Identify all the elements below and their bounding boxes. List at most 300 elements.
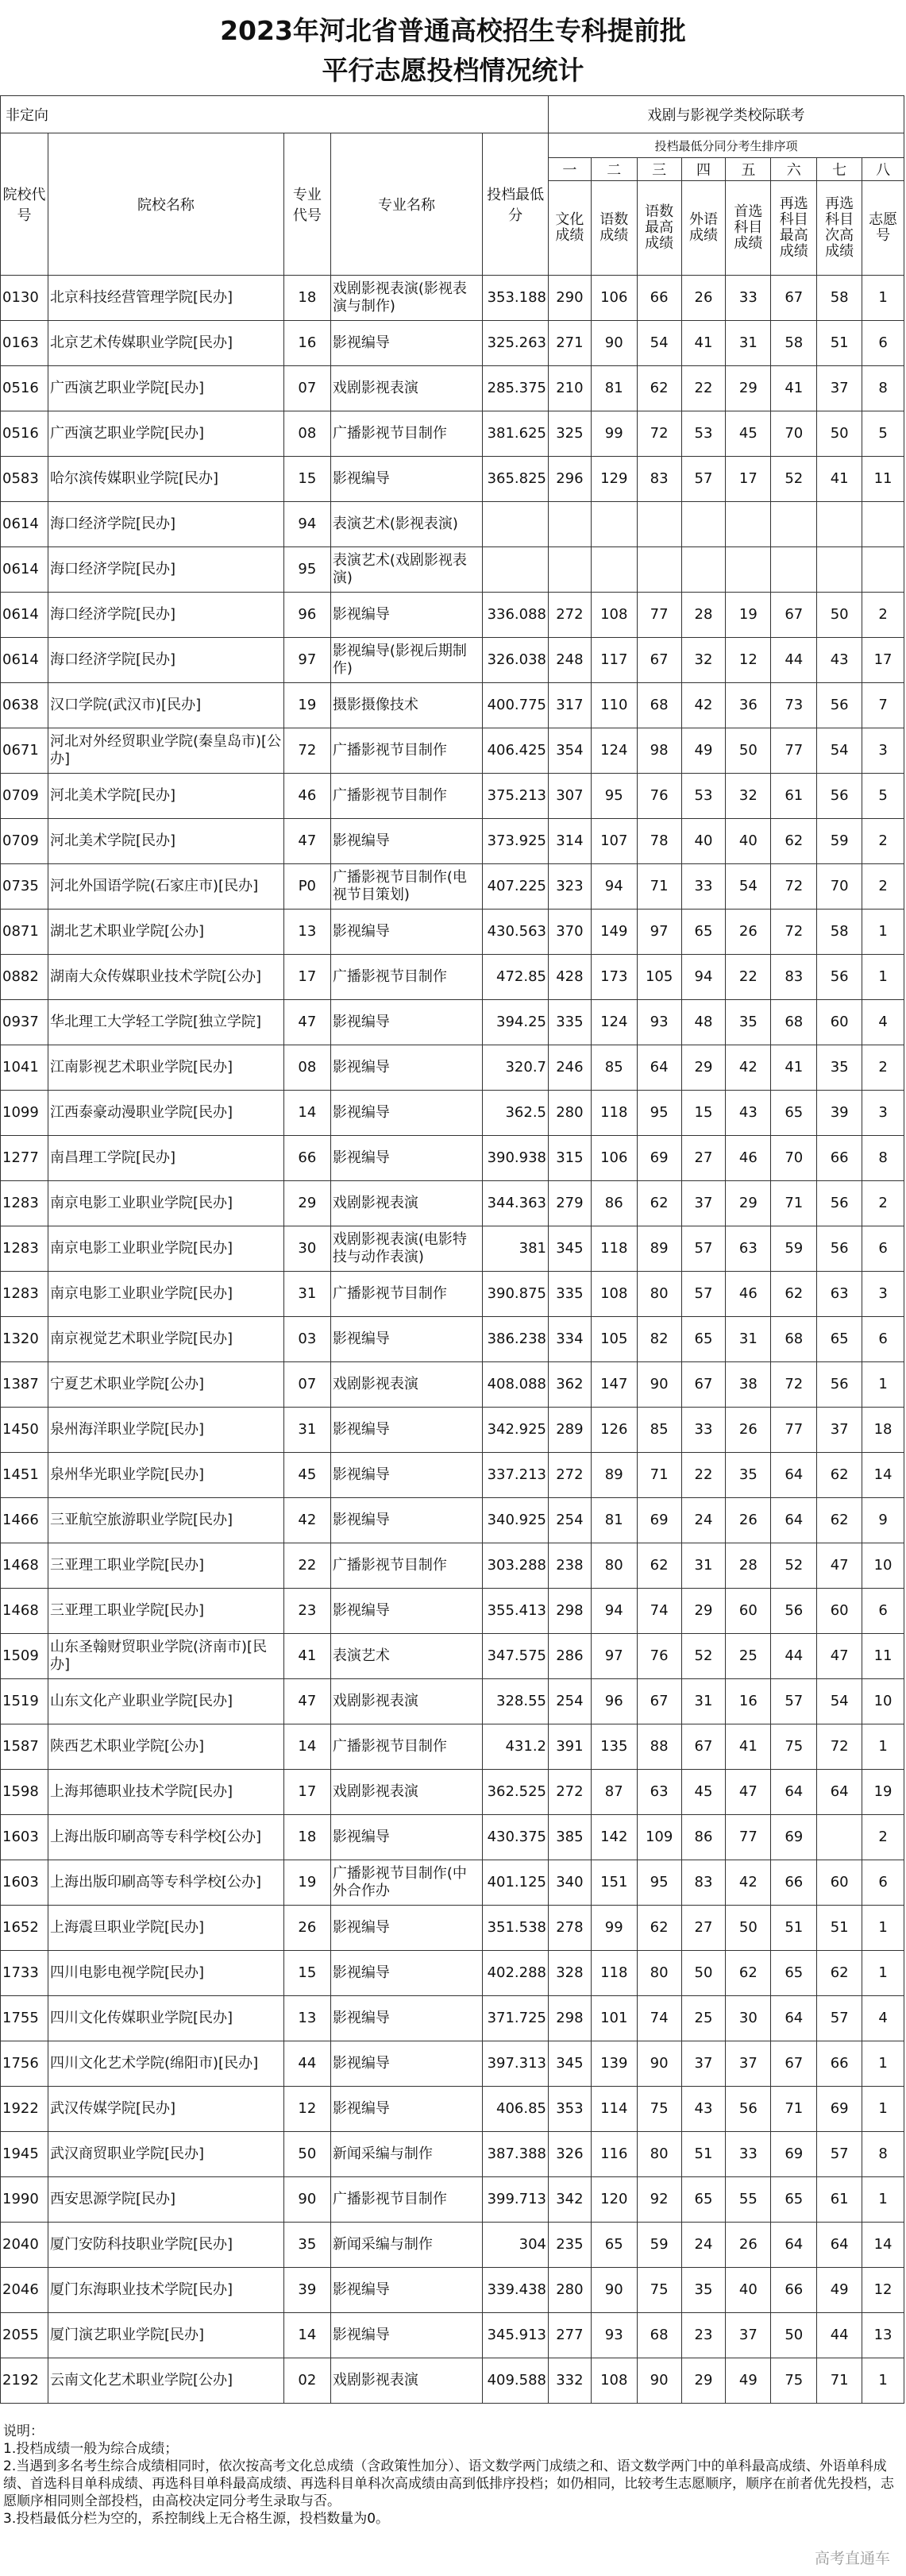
first-choice-subject-cell: 30: [726, 1996, 771, 2041]
table-row: [1, 411, 904, 457]
chinese-math-max-cell: 62: [637, 1906, 681, 1951]
major-code-cell: 46: [283, 774, 330, 819]
min-score-cell: 285.375: [483, 366, 549, 411]
culture-score-cell: 286: [549, 1634, 592, 1679]
preference-number-cell: 6: [862, 1589, 904, 1634]
chinese-math-score-cell: 124: [591, 1000, 637, 1045]
chinese-math-score-cell: 87: [591, 1770, 637, 1815]
chinese-math-max-cell: 63: [637, 1770, 681, 1815]
reselect-max-cell: 72: [771, 910, 817, 955]
school-name-cell: 四川文化艺术学院(绵阳市)[民办]: [48, 2041, 284, 2087]
culture-score-cell: 246: [549, 1045, 592, 1091]
min-score-cell: 362.525: [483, 1770, 549, 1815]
table-row: [1, 1408, 904, 1453]
reselect-max-cell: 56: [771, 1589, 817, 1634]
reselect-max-cell: 71: [771, 2087, 817, 2132]
min-score-cell: 344.363: [483, 1181, 549, 1226]
reselect-second-cell: 69: [817, 2087, 862, 2132]
chinese-math-max-cell: 98: [637, 728, 681, 774]
order-number: 八: [862, 158, 904, 181]
major-name-cell: 影视编导: [330, 1045, 482, 1091]
major-code-cell: 07: [283, 366, 330, 411]
chinese-math-score-cell: 95: [591, 774, 637, 819]
school-name-cell: 海口经济学院[民办]: [48, 502, 284, 547]
reselect-second-cell: 56: [817, 1226, 862, 1272]
first-choice-subject-cell: 60: [726, 1589, 771, 1634]
school-code-cell: 1320: [1, 1317, 48, 1362]
school-name-cell: 南京电影工业职业学院[民办]: [48, 1226, 284, 1272]
chinese-math-max-cell: 90: [637, 1362, 681, 1408]
school-name-cell: 南昌理工学院[民办]: [48, 1136, 284, 1181]
preference-number-cell: 13: [862, 2313, 904, 2358]
table-row: [1, 593, 904, 638]
reselect-max-cell: 72: [771, 864, 817, 910]
preference-number-cell: 7: [862, 683, 904, 728]
chinese-math-score-cell: 89: [591, 1453, 637, 1498]
major-code-cell: 22: [283, 1543, 330, 1589]
reselect-max-cell: 44: [771, 638, 817, 683]
table-row: [1, 2177, 904, 2223]
foreign-language-cell: [681, 502, 726, 547]
tiebreak-header: 投档最低分同分考生排序项: [549, 133, 904, 158]
min-score-cell: 390.938: [483, 1136, 549, 1181]
reselect-second-cell: 54: [817, 728, 862, 774]
school-code-cell: 0735: [1, 864, 48, 910]
major-name-cell: 影视编导: [330, 1589, 482, 1634]
major-name-cell: 广播影视节目制作: [330, 1543, 482, 1589]
major-code-cell: 16: [283, 321, 330, 366]
culture-score-cell: 353: [549, 2087, 592, 2132]
culture-score-cell: [549, 502, 592, 547]
school-name-cell: 海口经济学院[民办]: [48, 593, 284, 638]
chinese-math-max-cell: 80: [637, 1951, 681, 1996]
reselect-max-cell: 62: [771, 1272, 817, 1317]
major-code-cell: 17: [283, 1770, 330, 1815]
chinese-math-max-cell: 74: [637, 1996, 681, 2041]
school-name-cell: 武汉传媒学院[民办]: [48, 2087, 284, 2132]
major-code-cell: 96: [283, 593, 330, 638]
reselect-max-cell: 69: [771, 2132, 817, 2177]
first-choice-subject-cell: 77: [726, 1815, 771, 1860]
major-name-cell: 影视编导: [330, 1815, 482, 1860]
chinese-math-score-cell: 110: [591, 683, 637, 728]
culture-score-cell: 314: [549, 819, 592, 864]
chinese-math-max-cell: 66: [637, 276, 681, 321]
reselect-max-cell: 64: [771, 1996, 817, 2041]
school-name-cell: 哈尔滨传媒职业学院[民办]: [48, 457, 284, 502]
table-row: [1, 1634, 904, 1679]
reselect-max-cell: 70: [771, 411, 817, 457]
first-choice-subject-cell: 37: [726, 2041, 771, 2087]
table-row: [1, 2132, 904, 2177]
reselect-second-cell: 71: [817, 2358, 862, 2404]
first-choice-subject-cell: 45: [726, 411, 771, 457]
culture-score-cell: 238: [549, 1543, 592, 1589]
first-choice-subject-cell: 40: [726, 2268, 771, 2313]
school-name-cell: 上海震旦职业学院[民办]: [48, 1906, 284, 1951]
reselect-max-cell: 83: [771, 955, 817, 1000]
reselect-max-cell: 65: [771, 1091, 817, 1136]
preference-number-cell: 1: [862, 2087, 904, 2132]
major-code-cell: 47: [283, 1000, 330, 1045]
reselect-max-cell: 69: [771, 1815, 817, 1860]
min-score-cell: 401.125: [483, 1860, 549, 1906]
chinese-math-max-cell: 64: [637, 1045, 681, 1091]
chinese-math-score-cell: 86: [591, 1181, 637, 1226]
major-name-cell: 影视编导: [330, 457, 482, 502]
order-column-header: 首选科目成绩: [726, 181, 771, 276]
major-name-cell: 新闻采编与制作: [330, 2223, 482, 2268]
foreign-language-cell: 29: [681, 2358, 726, 2404]
reselect-second-cell: 43: [817, 638, 862, 683]
first-choice-subject-cell: 31: [726, 321, 771, 366]
school-name-cell: 河北美术学院[民办]: [48, 774, 284, 819]
culture-score-cell: 317: [549, 683, 592, 728]
culture-score-cell: 235: [549, 2223, 592, 2268]
chinese-math-max-cell: 93: [637, 1000, 681, 1045]
school-name-cell: 北京科技经营管理学院[民办]: [48, 276, 284, 321]
col-major-name: 专业名称: [330, 133, 482, 276]
culture-score-cell: 254: [549, 1498, 592, 1543]
culture-score-cell: 332: [549, 2358, 592, 2404]
major-code-cell: P0: [283, 864, 330, 910]
order-column-header: 志愿号: [862, 181, 904, 276]
culture-score-cell: 342: [549, 2177, 592, 2223]
chinese-math-score-cell: 106: [591, 276, 637, 321]
first-choice-subject-cell: 40: [726, 819, 771, 864]
first-choice-subject-cell: 50: [726, 728, 771, 774]
chinese-math-score-cell: 173: [591, 955, 637, 1000]
preference-number-cell: 9: [862, 1498, 904, 1543]
major-code-cell: 03: [283, 1317, 330, 1362]
first-choice-subject-cell: 29: [726, 366, 771, 411]
major-name-cell: 影视编导(影视后期制作): [330, 638, 482, 683]
first-choice-subject-cell: 50: [726, 1906, 771, 1951]
school-name-cell: 广西演艺职业学院[民办]: [48, 366, 284, 411]
chinese-math-score-cell: 147: [591, 1362, 637, 1408]
chinese-math-score-cell: 101: [591, 1996, 637, 2041]
reselect-second-cell: 51: [817, 321, 862, 366]
reselect-second-cell: 65: [817, 1317, 862, 1362]
reselect-second-cell: [817, 502, 862, 547]
chinese-math-max-cell: 109: [637, 1815, 681, 1860]
min-score-cell: 431.2: [483, 1724, 549, 1770]
major-code-cell: 14: [283, 2313, 330, 2358]
school-code-cell: 0516: [1, 366, 48, 411]
major-name-cell: 戏剧影视表演: [330, 2358, 482, 2404]
chinese-math-score-cell: 114: [591, 2087, 637, 2132]
major-code-cell: 39: [283, 2268, 330, 2313]
exam-type-label: 戏剧与影视学类校际联考: [549, 96, 904, 133]
school-code-cell: 1450: [1, 1408, 48, 1453]
min-score-cell: 400.775: [483, 683, 549, 728]
chinese-math-score-cell: 117: [591, 638, 637, 683]
min-score-cell: 406.85: [483, 2087, 549, 2132]
col-min-score: 投档最低分: [483, 133, 549, 276]
first-choice-subject-cell: 12: [726, 638, 771, 683]
reselect-max-cell: 77: [771, 728, 817, 774]
major-name-cell: 影视编导: [330, 819, 482, 864]
reselect-second-cell: 72: [817, 1724, 862, 1770]
culture-score-cell: 335: [549, 1272, 592, 1317]
min-score-cell: 328.55: [483, 1679, 549, 1724]
table-row: [1, 1770, 904, 1815]
school-code-cell: 2055: [1, 2313, 48, 2358]
first-choice-subject-cell: 26: [726, 2223, 771, 2268]
school-name-cell: 三亚理工职业学院[民办]: [48, 1589, 284, 1634]
school-name-cell: 三亚理工职业学院[民办]: [48, 1543, 284, 1589]
first-choice-subject-cell: 42: [726, 1045, 771, 1091]
chinese-math-score-cell: 108: [591, 1272, 637, 1317]
reselect-max-cell: 72: [771, 1362, 817, 1408]
foreign-language-cell: [681, 547, 726, 593]
table-row: [1, 276, 904, 321]
reselect-second-cell: 54: [817, 1679, 862, 1724]
reselect-max-cell: [771, 502, 817, 547]
foreign-language-cell: 43: [681, 2087, 726, 2132]
foreign-language-cell: 31: [681, 1543, 726, 1589]
chinese-math-max-cell: 90: [637, 2358, 681, 2404]
chinese-math-max-cell: 76: [637, 1634, 681, 1679]
preference-number-cell: 8: [862, 1136, 904, 1181]
major-code-cell: 23: [283, 1589, 330, 1634]
min-score-cell: 339.438: [483, 2268, 549, 2313]
major-name-cell: 戏剧影视表演: [330, 1679, 482, 1724]
title-line-1: 2023年河北省普通高校招生专科提前批: [220, 15, 686, 46]
chinese-math-max-cell: 105: [637, 955, 681, 1000]
min-score-cell: 390.875: [483, 1272, 549, 1317]
preference-number-cell: 6: [862, 1317, 904, 1362]
major-code-cell: 14: [283, 1091, 330, 1136]
reselect-second-cell: 56: [817, 683, 862, 728]
major-name-cell: 广播影视节目制作(电视节目策划): [330, 864, 482, 910]
chinese-math-max-cell: 67: [637, 638, 681, 683]
major-code-cell: 17: [283, 955, 330, 1000]
reselect-second-cell: 47: [817, 1543, 862, 1589]
reselect-max-cell: 41: [771, 366, 817, 411]
order-number: 三: [637, 158, 681, 181]
table-row: [1, 457, 904, 502]
watermark: 高考直通车: [814, 2550, 890, 2567]
reselect-second-cell: 51: [817, 1906, 862, 1951]
school-name-cell: 四川电影电视学院[民办]: [48, 1951, 284, 1996]
page-title: [0, 11, 906, 91]
culture-score-cell: 272: [549, 1770, 592, 1815]
school-code-cell: 0709: [1, 774, 48, 819]
reselect-second-cell: 60: [817, 1000, 862, 1045]
min-score-cell: 320.7: [483, 1045, 549, 1091]
foreign-language-cell: 53: [681, 774, 726, 819]
school-name-cell: 泉州海洋职业学院[民办]: [48, 1408, 284, 1453]
min-score-cell: 472.85: [483, 955, 549, 1000]
min-score-cell: 397.313: [483, 2041, 549, 2087]
first-choice-subject-cell: 16: [726, 1679, 771, 1724]
culture-score-cell: 354: [549, 728, 592, 774]
major-name-cell: 戏剧影视表演: [330, 366, 482, 411]
table-row: [1, 683, 904, 728]
major-name-cell: 戏剧影视表演(影视表演与制作): [330, 276, 482, 321]
reselect-second-cell: 59: [817, 819, 862, 864]
min-score-cell: 347.575: [483, 1634, 549, 1679]
foreign-language-cell: 57: [681, 1272, 726, 1317]
major-name-cell: 表演艺术(影视表演): [330, 502, 482, 547]
chinese-math-score-cell: 105: [591, 1317, 637, 1362]
note-2: 2.当遇到多名考生综合成绩相同时，依次按高考文化总成绩（含政策性加分）、语文数学两门成绩之和、语文数学两门中的单科最高成绩、外语单科成绩、首选科目单科成绩、再选科目单科最高成绩、再选科目单科次高成绩由高到低排序投档；如仍相同，比较考生志愿顺序，顺序在前者优先投档，志愿顺序相同则全部投档，由高校决定同分考生录取与否。: [3, 2458, 894, 2509]
preference-number-cell: 1: [862, 2177, 904, 2223]
first-choice-subject-cell: 47: [726, 1770, 771, 1815]
culture-score-cell: 340: [549, 1860, 592, 1906]
preference-number-cell: 11: [862, 1634, 904, 1679]
chinese-math-max-cell: 97: [637, 910, 681, 955]
reselect-max-cell: 77: [771, 1408, 817, 1453]
reselect-max-cell: 70: [771, 1136, 817, 1181]
culture-score-cell: 289: [549, 1408, 592, 1453]
chinese-math-max-cell: 90: [637, 2041, 681, 2087]
min-score-cell: [483, 502, 549, 547]
major-name-cell: 影视编导: [330, 1453, 482, 1498]
reselect-second-cell: 70: [817, 864, 862, 910]
culture-score-cell: 385: [549, 1815, 592, 1860]
foreign-language-cell: 53: [681, 411, 726, 457]
major-name-cell: 广播影视节目制作: [330, 411, 482, 457]
notes: [3, 2423, 900, 2528]
school-code-cell: 0614: [1, 638, 48, 683]
first-choice-subject-cell: 41: [726, 1724, 771, 1770]
chinese-math-score-cell: 149: [591, 910, 637, 955]
foreign-language-cell: 27: [681, 1906, 726, 1951]
reselect-second-cell: 62: [817, 1951, 862, 1996]
major-name-cell: 影视编导: [330, 2313, 482, 2358]
major-name-cell: 广播影视节目制作: [330, 1724, 482, 1770]
major-code-cell: 08: [283, 411, 330, 457]
school-name-cell: 山东圣翰财贸职业学院(济南市)[民办]: [48, 1634, 284, 1679]
school-name-cell: 湖南大众传媒职业技术学院[公办]: [48, 955, 284, 1000]
table-row: [1, 1226, 904, 1272]
min-score-cell: 381: [483, 1226, 549, 1272]
chinese-math-score-cell: 90: [591, 2268, 637, 2313]
category-label: 非定向: [1, 96, 549, 133]
first-choice-subject-cell: 31: [726, 1317, 771, 1362]
min-score-cell: 325.263: [483, 321, 549, 366]
major-code-cell: 97: [283, 638, 330, 683]
reselect-max-cell: 67: [771, 593, 817, 638]
table-row: [1, 1362, 904, 1408]
table-row: [1, 2358, 904, 2404]
table-row: [1, 1045, 904, 1091]
min-score-cell: 402.288: [483, 1951, 549, 1996]
school-code-cell: 1283: [1, 1226, 48, 1272]
min-score-cell: 430.563: [483, 910, 549, 955]
min-score-cell: 409.588: [483, 2358, 549, 2404]
table-row: [1, 1996, 904, 2041]
foreign-language-cell: 57: [681, 1226, 726, 1272]
school-code-cell: 1466: [1, 1498, 48, 1543]
school-name-cell: 厦门安防科技职业学院[民办]: [48, 2223, 284, 2268]
preference-number-cell: 1: [862, 1362, 904, 1408]
major-code-cell: 94: [283, 502, 330, 547]
major-code-cell: 18: [283, 1815, 330, 1860]
min-score-cell: 340.925: [483, 1498, 549, 1543]
reselect-second-cell: 50: [817, 411, 862, 457]
chinese-math-score-cell: 65: [591, 2223, 637, 2268]
culture-score-cell: 254: [549, 1679, 592, 1724]
major-code-cell: 50: [283, 2132, 330, 2177]
order-number: 六: [771, 158, 817, 181]
school-name-cell: 汉口学院(武汉市)[民办]: [48, 683, 284, 728]
school-name-cell: 海口经济学院[民办]: [48, 547, 284, 593]
chinese-math-max-cell: 95: [637, 1860, 681, 1906]
min-score-cell: [483, 547, 549, 593]
school-code-cell: 0882: [1, 955, 48, 1000]
chinese-math-score-cell: 94: [591, 864, 637, 910]
foreign-language-cell: 32: [681, 638, 726, 683]
preference-number-cell: 3: [862, 1272, 904, 1317]
preference-number-cell: 2: [862, 819, 904, 864]
first-choice-subject-cell: 56: [726, 2087, 771, 2132]
culture-score-cell: 277: [549, 2313, 592, 2358]
chinese-math-score-cell: 81: [591, 366, 637, 411]
chinese-math-max-cell: 80: [637, 1272, 681, 1317]
chinese-math-max-cell: 62: [637, 366, 681, 411]
reselect-max-cell: 65: [771, 1951, 817, 1996]
school-name-cell: 华北理工大学轻工学院[独立学院]: [48, 1000, 284, 1045]
school-code-cell: 1509: [1, 1634, 48, 1679]
culture-score-cell: 280: [549, 1091, 592, 1136]
reselect-second-cell: 37: [817, 366, 862, 411]
min-score-cell: 394.25: [483, 1000, 549, 1045]
order-column-header: 文化成绩: [549, 181, 592, 276]
school-code-cell: 0614: [1, 593, 48, 638]
reselect-second-cell: 56: [817, 1181, 862, 1226]
school-code-cell: 1387: [1, 1362, 48, 1408]
reselect-max-cell: 68: [771, 1000, 817, 1045]
chinese-math-score-cell: 116: [591, 2132, 637, 2177]
school-name-cell: 三亚航空旅游职业学院[民办]: [48, 1498, 284, 1543]
order-column-header: 语数成绩: [591, 181, 637, 276]
reselect-second-cell: 56: [817, 955, 862, 1000]
preference-number-cell: 5: [862, 411, 904, 457]
foreign-language-cell: 94: [681, 955, 726, 1000]
min-score-cell: 430.375: [483, 1815, 549, 1860]
reselect-max-cell: 57: [771, 1679, 817, 1724]
reselect-second-cell: 62: [817, 1453, 862, 1498]
foreign-language-cell: 45: [681, 1770, 726, 1815]
culture-score-cell: [549, 547, 592, 593]
chinese-math-score-cell: 99: [591, 411, 637, 457]
major-code-cell: 90: [283, 2177, 330, 2223]
reselect-max-cell: 75: [771, 2358, 817, 2404]
reselect-second-cell: 57: [817, 2132, 862, 2177]
reselect-second-cell: 37: [817, 1408, 862, 1453]
table-row: [1, 910, 904, 955]
school-name-cell: 上海邦德职业技术学院[民办]: [48, 1770, 284, 1815]
first-choice-subject-cell: 49: [726, 2358, 771, 2404]
school-code-cell: 1468: [1, 1543, 48, 1589]
school-name-cell: 厦门东海职业技术学院[民办]: [48, 2268, 284, 2313]
min-score-cell: 399.713: [483, 2177, 549, 2223]
culture-score-cell: 315: [549, 1136, 592, 1181]
min-score-cell: 381.625: [483, 411, 549, 457]
preference-number-cell: 2: [862, 1815, 904, 1860]
reselect-max-cell: 50: [771, 2313, 817, 2358]
table-row: [1, 1589, 904, 1634]
table-row: [1, 1724, 904, 1770]
major-name-cell: 戏剧影视表演: [330, 1181, 482, 1226]
min-score-cell: 407.225: [483, 864, 549, 910]
school-name-cell: 陕西艺术职业学院[公办]: [48, 1724, 284, 1770]
school-code-cell: 1283: [1, 1181, 48, 1226]
school-code-cell: 1652: [1, 1906, 48, 1951]
